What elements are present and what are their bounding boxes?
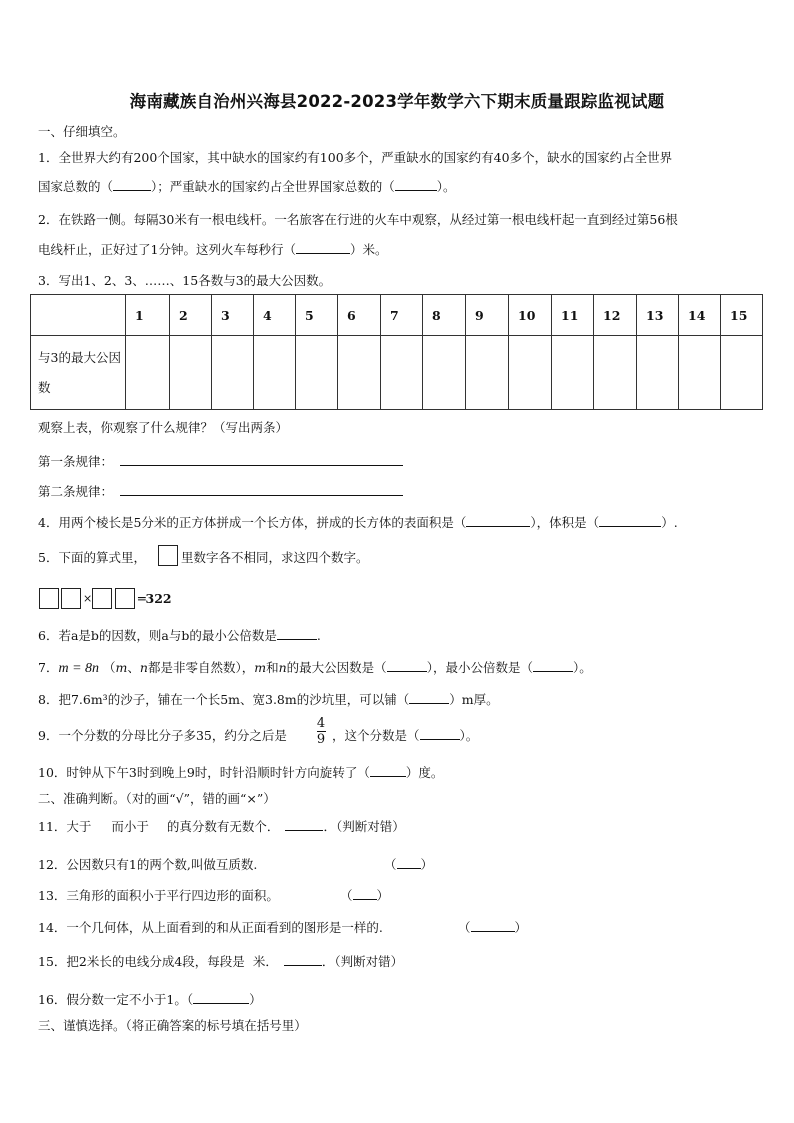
table-answer-cell[interactable] (212, 336, 254, 410)
question-15-text-b: 米． (252, 954, 278, 969)
answer-blank[interactable] (599, 514, 661, 527)
question-4-text-a: 4．用两个棱长是5分米的正方体拼成一个长方体，拼成的长方体的表面积是（ (38, 515, 467, 530)
question-15-text-c: ．（判断对错） (321, 954, 404, 969)
equation-result: ═322 (138, 591, 172, 606)
question-11-text-a: 11．大于 (38, 819, 92, 834)
page-title: 海南藏族自治州兴海县2022-2023学年数学六下期末质量跟踪监视试题 (129, 92, 665, 111)
section-1-heading: 一、仔细填空。 (38, 124, 126, 139)
table-answer-cell[interactable] (679, 336, 721, 410)
question-15 (38, 952, 403, 970)
digit-box (158, 545, 178, 566)
question-2-text-a: 电线杆止，正好过了1分钟。这列火车每秒行（ (38, 242, 296, 257)
times-sign: × (83, 592, 93, 605)
question-14-answer (458, 918, 527, 936)
table-header-cell: 7 (381, 295, 423, 336)
answer-blank[interactable] (113, 178, 151, 191)
table-header-cell: 5 (296, 295, 338, 336)
question-5-text-b: 里数字各不相同，求这四个数字。 (181, 550, 369, 565)
question-7-var-n: n (278, 660, 287, 675)
table-header-cell: 11 (552, 295, 594, 336)
question-13-answer (340, 886, 389, 904)
question-13-text: 13．三角形的面积小于平行四边形的面积。 (38, 888, 279, 903)
answer-paren-open: （ (458, 920, 471, 935)
question-15-text-a: 15．把2米长的电线分成4段，每段是 (38, 954, 245, 969)
question-6-text-b: . (316, 628, 321, 643)
fraction-numerator: 4 (316, 716, 326, 731)
table-answer-cell[interactable] (254, 336, 296, 410)
table-header-cell: 2 (170, 295, 212, 336)
question-7-text-c: 和 (266, 660, 279, 675)
section-2-heading: 二、准确判断。（对的画“√”，错的画“×”） (38, 791, 276, 806)
digit-box[interactable] (115, 588, 135, 609)
question-11-text-c: 的真分数有无数个． (166, 819, 280, 834)
question-7-var-m: m (115, 660, 128, 675)
table-answer-cell[interactable] (381, 336, 423, 410)
fraction-denominator: 9 (316, 732, 326, 747)
question-10-text-a: 10．时钟从下午3时到晚上9时，时针沿顺时针方向旋转了（ (38, 765, 370, 780)
question-11-text-b: 而小于 (111, 819, 149, 834)
rule-2-label: 第二条规律： (38, 484, 114, 499)
answer-blank[interactable] (395, 178, 437, 191)
answer-blank[interactable] (533, 659, 573, 672)
digit-box[interactable] (61, 588, 81, 609)
question-7-paren: （ (103, 660, 116, 675)
table-answer-cell[interactable] (466, 336, 509, 410)
digit-box[interactable] (39, 588, 59, 609)
question-3: 3．写出1、2、3、……、15各数与3的最大公因数。 (38, 273, 332, 288)
question-7-text-d: 的最大公因数是（ (286, 660, 387, 675)
answer-blank[interactable] (409, 691, 449, 704)
question-7-equation: m = 8n (58, 661, 100, 676)
question-8 (38, 690, 499, 708)
table-header-cell: 14 (679, 295, 721, 336)
answer-blank[interactable] (420, 727, 460, 740)
table-answer-cell[interactable] (552, 336, 594, 410)
question-7-number: 7． (38, 660, 59, 675)
answer-blank[interactable] (471, 919, 515, 932)
table-answer-cell[interactable] (721, 336, 763, 410)
question-2-line-1: 2．在铁路一侧。每隔30米有一根电线杆。一名旅客在行进的火车中观察，从经过第一根电线杆起一直到经过第56根 (38, 212, 678, 227)
question-4-text-c: ）. (661, 515, 678, 530)
question-11 (38, 817, 405, 835)
question-16-text-a: 16．假分数一定不小于1。（ (38, 992, 194, 1007)
question-1-line-2 (38, 177, 456, 195)
table-answer-cell[interactable] (126, 336, 170, 410)
question-2-line-2 (38, 240, 387, 258)
rule-1-answer-line[interactable] (120, 465, 403, 466)
question-6-text-a: 6．若a是b的因数，则a与b的最小公倍数是 (38, 628, 277, 643)
table-header-cell: 8 (423, 295, 466, 336)
fraction-4-9 (314, 716, 328, 747)
table-header-cell: 9 (466, 295, 509, 336)
question-7-var-n: n (139, 660, 148, 675)
table-header-cell: 15 (721, 295, 763, 336)
question-7-text-f: ）。 (572, 660, 592, 675)
answer-paren-open: （ (340, 888, 353, 903)
question-7-var-m: m (254, 660, 267, 675)
question-4 (38, 513, 678, 531)
question-11-text-d: ．（判断对错） (323, 819, 405, 834)
observe-prompt: 观察上表，你观察了什么规律？（写出两条） (38, 420, 289, 435)
question-7-separator: 、 (127, 660, 140, 675)
question-7 (38, 658, 592, 677)
answer-blank[interactable] (284, 953, 322, 966)
question-1-text-b: ）；严重缺水的国家约占全世界国家总数的（ (151, 179, 395, 194)
question-8-text-a: 8．把7.6m³的沙子，铺在一个长5m、宽3.8m的沙坑里，可以铺（ (38, 692, 410, 707)
digit-box[interactable] (92, 588, 112, 609)
question-9-text-a: 9．一个分数的分母比分子多35，约分之后是 (38, 728, 287, 743)
table-row-label: 与3的最大公因数 (31, 336, 126, 410)
question-8-text-b: ）m厚。 (449, 692, 499, 707)
answer-paren-close: ） (376, 888, 390, 903)
answer-blank[interactable] (193, 991, 249, 1004)
question-1-line-1: 1．全世界大约有200个国家，其中缺水的国家约有100多个，严重缺水的国家约有40多个，缺水的国家约占全世界 (38, 150, 673, 165)
answer-blank[interactable] (353, 887, 377, 900)
table-answer-cell[interactable] (594, 336, 637, 410)
question-16 (38, 990, 262, 1008)
answer-blank[interactable] (397, 856, 421, 869)
table-corner-cell (31, 295, 126, 336)
answer-paren-open: （ (384, 857, 397, 872)
table-header-cell: 4 (254, 295, 296, 336)
question-16-text-b: ） (249, 992, 262, 1007)
answer-blank[interactable] (296, 241, 350, 254)
table-header-cell: 6 (338, 295, 381, 336)
table-answer-cell[interactable] (509, 336, 552, 410)
answer-blank[interactable] (277, 627, 317, 640)
question-9-tail (332, 726, 478, 744)
question-1-text-c: ）。 (436, 179, 456, 194)
question-5-text-a: 5．下面的算式里， (38, 550, 146, 565)
table-header-row (31, 295, 763, 336)
question-7-text-e: ），最小公倍数是（ (426, 660, 533, 675)
question-12-text: 12．公因数只有1的两个数,叫做互质数. (38, 857, 258, 872)
answer-blank[interactable] (285, 818, 323, 831)
gcd-table (30, 294, 763, 410)
answer-paren-close: ） (514, 920, 528, 935)
table-answer-cell[interactable] (637, 336, 679, 410)
table-header-cell: 12 (594, 295, 637, 336)
table-answer-cell[interactable] (423, 336, 466, 410)
section-3-heading: 三、谨慎选择。（将正确答案的标号填在括号里） (38, 1018, 307, 1033)
table-header-cell: 10 (509, 295, 552, 336)
question-2-text-b: ）米。 (349, 242, 388, 257)
rule-1-label: 第一条规律： (38, 454, 114, 469)
question-7-text-b: 都是非零自然数）， (147, 660, 255, 675)
question-14-text: 14．一个几何体，从上面看到的和从正面看到的图形是一样的. (38, 920, 383, 935)
question-9-text-b: ，这个分数是（ (332, 728, 420, 743)
table-header-cell: 1 (126, 295, 170, 336)
table-answer-cell[interactable] (170, 336, 212, 410)
table-header-cell: 3 (212, 295, 254, 336)
question-10-text-b: ）度。 (405, 765, 444, 780)
question-6 (38, 626, 321, 644)
table-answer-cell[interactable] (296, 336, 338, 410)
question-4-text-b: ），体积是（ (530, 515, 600, 530)
table-header-cell: 13 (637, 295, 679, 336)
question-10 (38, 763, 443, 781)
answer-blank[interactable] (387, 659, 427, 672)
question-1-text-a: 国家总数的（ (38, 179, 114, 194)
question-9-text-c: ）。 (459, 728, 479, 743)
answer-blank[interactable] (370, 764, 406, 777)
answer-paren-close: ） (420, 857, 434, 872)
rule-2-answer-line[interactable] (120, 495, 403, 496)
answer-blank[interactable] (466, 514, 530, 527)
table-answer-row (31, 336, 763, 410)
table-answer-cell[interactable] (338, 336, 381, 410)
question-12-answer (384, 855, 433, 873)
